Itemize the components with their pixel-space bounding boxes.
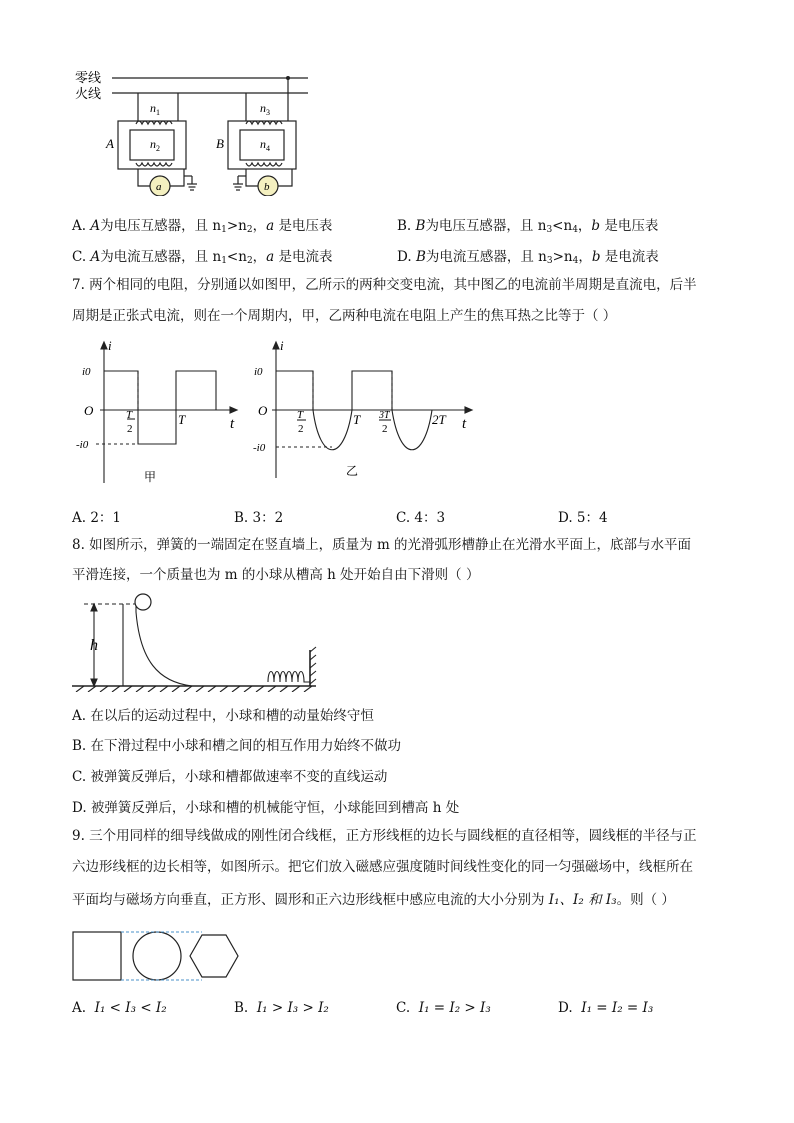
label-n2: $n_2$ [150, 137, 160, 153]
q9-option-c: C. I₁ = I₂ > I₃ [396, 1000, 491, 1016]
yi-half-den: 2 [298, 423, 304, 435]
q7-stem-line1: 7. 两个相同的电阻，分别通以如图甲，乙所示的两种交变电流，其中图乙的电流前半周期是直流电，后半 [72, 277, 697, 293]
transformer-figure [70, 66, 320, 196]
fig-h-label: h [90, 637, 98, 654]
q8-stem-line2: 平滑连接，一个质量也为 m 的小球从槽高 h 处开始自由下滑则（ ） [72, 567, 480, 583]
q7-option-c: C. 4：3 [396, 510, 446, 526]
yi-3half-num: 3T [379, 410, 390, 421]
yi-caption: 乙 [346, 464, 359, 478]
jia-axis-t: t [230, 416, 235, 432]
square-loop [73, 932, 121, 980]
label-neutral: 零线 [75, 70, 102, 85]
jia-origin: O [84, 403, 94, 418]
q6-option-a: A. A为电压互感器，且 $n_1>n_2$，a 是电压表 [72, 218, 333, 235]
meter-a-label: a [156, 181, 162, 193]
q6-option-b: B. B为电压互感器，且 $n_3<n_4$，b 是电压表 [397, 218, 659, 235]
q7-option-b: B. 3：2 [234, 510, 284, 526]
q8-stem-line1: 8. 如图所示，弹簧的一端固定在竖直墙上，质量为 m 的光滑弧形槽静止在光滑水平面上，底部与水平面 [72, 537, 692, 553]
q9-option-d: D. I₁ = I₂ = I₃ [558, 1000, 654, 1016]
meter-b-label: b [264, 181, 270, 193]
q9-option-a: A. I₁ < I₃ < I₂ [72, 1000, 167, 1016]
label-n4: $n_4$ [260, 137, 270, 153]
q7-stem-line2: 周期是正张式电流，则在一个周期内，甲，乙两种电流在电阻上产生的焦耳热之比等于（ ） [72, 308, 617, 324]
yi-axis-t: t [462, 416, 467, 432]
graph-yi [252, 338, 482, 488]
yi-origin: O [258, 403, 268, 418]
q6-option-d: D. B为电流互感器，且 $n_3>n_4$，b 是电流表 [397, 249, 659, 266]
yi-axis-i: i [280, 338, 284, 353]
hexagon-loop [190, 935, 238, 977]
jia-half-den: 2 [127, 423, 133, 435]
slope-spring-figure [70, 590, 330, 692]
q6-option-c: C. A为电流互感器，且 $n_1<n_2$，a 是电流表 [72, 249, 333, 266]
jia-neg-i0: -i0 [76, 439, 89, 451]
q8-option-c: C. 被弹簧反弹后，小球和槽都做速率不变的直线运动 [72, 769, 388, 785]
label-n3: $n_3$ [260, 101, 270, 117]
yi-T: T [353, 412, 361, 427]
label-a-block: A [106, 136, 114, 151]
yi-half-num: T [297, 409, 304, 421]
jia-T: T [178, 412, 186, 427]
q8-option-d: D. 被弹簧反弹后，小球和槽的机械能守恒，小球能回到槽高 h 处 [72, 800, 460, 816]
junction-dot [286, 76, 290, 80]
q9-stem-line3: 平面均与磁场方向垂直，正方形、圆形和正六边形线框中感应电流的大小分别为 I₁、I₂ 和 I₃。则（ ） [72, 892, 675, 908]
q9-stem-line1: 9. 三个用同样的细导线做成的刚性闭合线框，正方形线框的边长与圆线框的直径相等，圆线框的半径与正 [72, 828, 697, 844]
q7-option-a: A. 2：1 [72, 510, 122, 526]
ball [135, 594, 151, 610]
graph-jia [72, 338, 247, 488]
q9-option-b: B. I₁ > I₃ > I₂ [234, 1000, 329, 1016]
yi-3half-den: 2 [382, 423, 388, 435]
q9-stem-line2: 六边形线框的边长相等，如图所示。把它们放入磁感应强度随时间线性变化的同一匀强磁场中，线框所在 [72, 859, 693, 875]
yi-neg-i0: -i0 [253, 442, 266, 454]
jia-caption: 甲 [144, 470, 157, 484]
yi-2T: 2T [432, 412, 446, 427]
jia-axis-i: i [108, 338, 112, 353]
label-n1: $n_1$ [150, 101, 160, 117]
yi-i0: i0 [254, 366, 263, 378]
jia-i0: i0 [82, 366, 91, 378]
q7-option-d: D. 5：4 [558, 510, 608, 526]
label-live: 火线 [75, 86, 102, 101]
loops-figure [70, 928, 240, 984]
circle-loop [133, 932, 181, 980]
q8-option-a: A. 在以后的运动过程中，小球和槽的动量始终守恒 [72, 708, 374, 724]
jia-half-num: T [126, 409, 133, 421]
q8-option-b: B. 在下滑过程中小球和槽之间的相互作用力始终不做功 [72, 738, 402, 754]
label-b-block: B [216, 136, 224, 151]
